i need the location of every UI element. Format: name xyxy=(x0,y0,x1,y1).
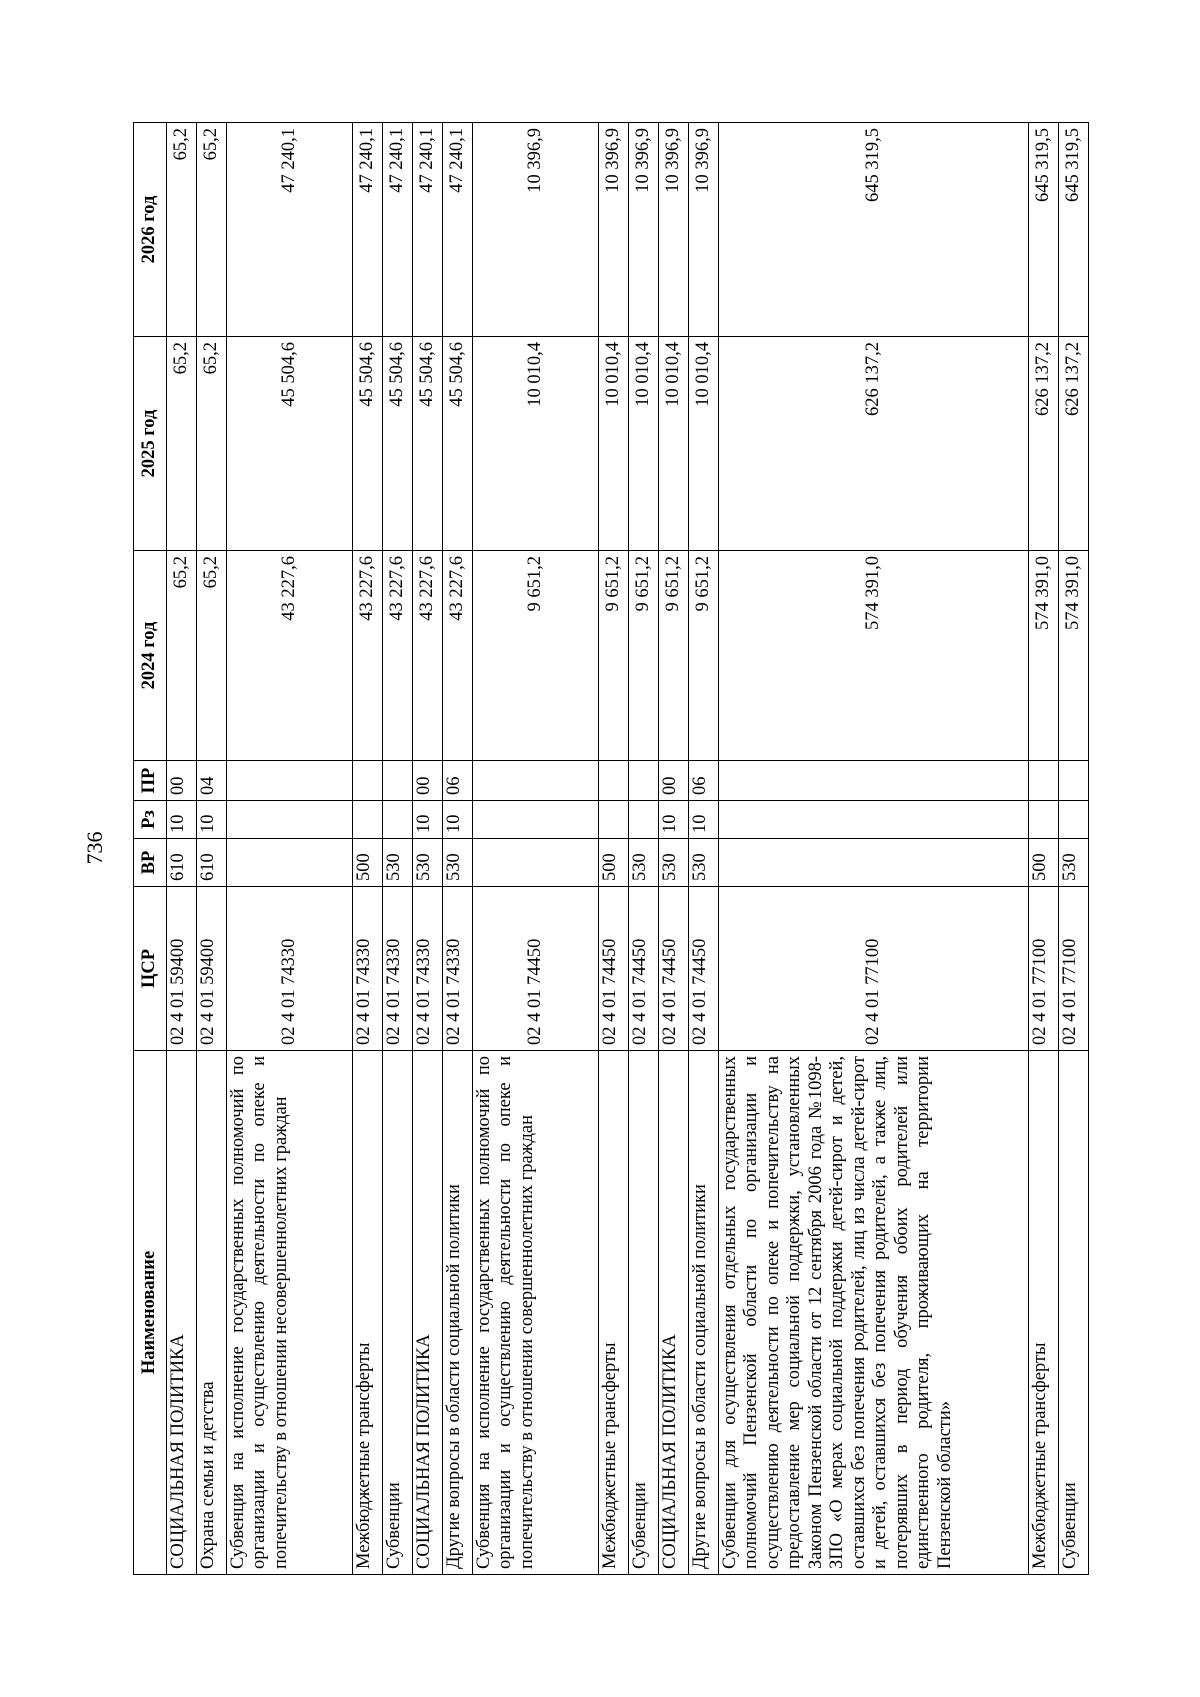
cell-vr: 500 xyxy=(599,839,629,887)
cell-rz: 10 xyxy=(659,801,689,839)
cell-name: Субвенция на исполнение государственных полномочий по организации и осуществлению деятельности по опеке и попечительству в отношении несовершеннолетних граждан xyxy=(227,1051,353,1575)
cell-pr xyxy=(719,761,1029,801)
page-number: 736 xyxy=(82,831,107,865)
header-vr: ВР xyxy=(134,839,167,887)
cell-y2026: 645 319,5 xyxy=(1029,123,1059,337)
cell-y2026: 10 396,9 xyxy=(629,123,659,337)
cell-y2025: 626 137,2 xyxy=(1059,337,1089,551)
cell-vr: 500 xyxy=(1029,839,1059,887)
cell-y2024: 43 227,6 xyxy=(443,551,473,761)
cell-pr xyxy=(383,761,413,801)
cell-y2026: 47 240,1 xyxy=(443,123,473,337)
header-2026: 2026 год xyxy=(134,123,167,337)
cell-y2024: 43 227,6 xyxy=(353,551,383,761)
cell-y2025: 10 010,4 xyxy=(599,337,629,551)
cell-y2025: 10 010,4 xyxy=(629,337,659,551)
cell-vr: 500 xyxy=(353,839,383,887)
cell-rz: 10 xyxy=(443,801,473,839)
cell-vr xyxy=(473,839,599,887)
cell-name: Межбюджетные трансферты xyxy=(353,1051,383,1575)
cell-csr: 02 4 01 74330 xyxy=(227,887,353,1051)
cell-csr: 02 4 01 74330 xyxy=(353,887,383,1051)
cell-name: Межбюджетные трансферты xyxy=(599,1051,629,1575)
cell-pr xyxy=(1059,761,1089,801)
cell-y2026: 10 396,9 xyxy=(659,123,689,337)
cell-y2025: 10 010,4 xyxy=(659,337,689,551)
cell-y2025: 45 504,6 xyxy=(413,337,443,551)
cell-y2025: 45 504,6 xyxy=(227,337,353,551)
cell-y2025: 10 010,4 xyxy=(689,337,719,551)
cell-vr xyxy=(719,839,1029,887)
header-rz: Рз xyxy=(134,801,167,839)
cell-csr: 02 4 01 74450 xyxy=(689,887,719,1051)
table-row xyxy=(473,123,599,1575)
cell-csr: 02 4 01 77100 xyxy=(1029,887,1059,1051)
cell-y2025: 45 504,6 xyxy=(383,337,413,551)
cell-pr: 04 xyxy=(197,761,227,801)
cell-pr xyxy=(473,761,599,801)
cell-y2026: 47 240,1 xyxy=(353,123,383,337)
cell-csr: 02 4 01 74450 xyxy=(599,887,629,1051)
cell-name: СОЦИАЛЬНАЯ ПОЛИТИКА xyxy=(167,1051,197,1575)
cell-name: СОЦИАЛЬНАЯ ПОЛИТИКА xyxy=(659,1051,689,1575)
cell-y2026: 47 240,1 xyxy=(413,123,443,337)
cell-y2025: 65,2 xyxy=(167,337,197,551)
cell-name: Субвенция на исполнение государственных полномочий по организации и осуществлению деятельности по опеке и попечительству в отношении совершеннолетних граждан xyxy=(473,1051,599,1575)
cell-y2024: 9 651,2 xyxy=(689,551,719,761)
cell-y2024: 43 227,6 xyxy=(383,551,413,761)
cell-rz: 10 xyxy=(689,801,719,839)
table-row xyxy=(353,123,383,1575)
cell-csr: 02 4 01 77100 xyxy=(719,887,1029,1051)
cell-name: Другие вопросы в области социальной политики xyxy=(443,1051,473,1575)
cell-pr: 00 xyxy=(167,761,197,801)
cell-name: Субвенции xyxy=(629,1051,659,1575)
cell-y2024: 574 391,0 xyxy=(1029,551,1059,761)
cell-pr xyxy=(629,761,659,801)
cell-vr: 530 xyxy=(383,839,413,887)
cell-y2024: 9 651,2 xyxy=(629,551,659,761)
header-2025: 2025 год xyxy=(134,337,167,551)
cell-y2025: 45 504,6 xyxy=(353,337,383,551)
cell-y2024: 43 227,6 xyxy=(413,551,443,761)
table-row xyxy=(689,123,719,1575)
cell-vr xyxy=(227,839,353,887)
cell-name: Охрана семьи и детства xyxy=(197,1051,227,1575)
cell-y2024: 9 651,2 xyxy=(473,551,599,761)
header-2024: 2024 год xyxy=(134,551,167,761)
header-name: Наименование xyxy=(134,1051,167,1575)
cell-vr: 610 xyxy=(167,839,197,887)
header-pr: ПР xyxy=(134,761,167,801)
cell-y2026: 10 396,9 xyxy=(473,123,599,337)
header-row xyxy=(134,123,167,1575)
cell-pr: 00 xyxy=(659,761,689,801)
cell-y2026: 47 240,1 xyxy=(227,123,353,337)
cell-csr: 02 4 01 59400 xyxy=(167,887,197,1051)
cell-rz xyxy=(1059,801,1089,839)
cell-y2025: 626 137,2 xyxy=(1029,337,1059,551)
cell-y2025: 10 010,4 xyxy=(473,337,599,551)
table-row xyxy=(659,123,689,1575)
cell-pr: 06 xyxy=(443,761,473,801)
cell-vr: 530 xyxy=(413,839,443,887)
table-row xyxy=(227,123,353,1575)
table-row xyxy=(443,123,473,1575)
cell-vr: 530 xyxy=(629,839,659,887)
cell-rz: 10 xyxy=(413,801,443,839)
cell-y2026: 645 319,5 xyxy=(719,123,1029,337)
cell-csr: 02 4 01 74330 xyxy=(383,887,413,1051)
cell-vr: 530 xyxy=(1059,839,1089,887)
cell-y2026: 65,2 xyxy=(167,123,197,337)
cell-y2026: 47 240,1 xyxy=(383,123,413,337)
cell-csr: 02 4 01 77100 xyxy=(1059,887,1089,1051)
cell-vr: 610 xyxy=(197,839,227,887)
cell-rz: 10 xyxy=(167,801,197,839)
table-row xyxy=(383,123,413,1575)
cell-y2024: 574 391,0 xyxy=(719,551,1029,761)
budget-table-container xyxy=(133,123,1083,1575)
cell-rz: 10 xyxy=(197,801,227,839)
table-row xyxy=(719,123,1029,1575)
cell-name: СОЦИАЛЬНАЯ ПОЛИТИКА xyxy=(413,1051,443,1575)
cell-vr: 530 xyxy=(689,839,719,887)
cell-y2025: 626 137,2 xyxy=(719,337,1029,551)
budget-table xyxy=(133,122,1089,1575)
cell-pr xyxy=(599,761,629,801)
cell-csr: 02 4 01 74450 xyxy=(473,887,599,1051)
cell-vr: 530 xyxy=(443,839,473,887)
cell-name: Межбюджетные трансферты xyxy=(1029,1051,1059,1575)
cell-csr: 02 4 01 74330 xyxy=(443,887,473,1051)
cell-y2024: 65,2 xyxy=(197,551,227,761)
cell-y2024: 43 227,6 xyxy=(227,551,353,761)
cell-y2024: 9 651,2 xyxy=(599,551,629,761)
cell-y2026: 65,2 xyxy=(197,123,227,337)
cell-name: Субвенции для осуществления отдельных государственных полномочий Пензенской области по организации и осуществлению деятельности по опеке и попечительству на предоставление мер социальной поддержки, установленных Законом Пензенской области от 12 сентября 2006 года №1098-ЗПО «О мерах социальной поддержки детей-сирот и детей, оставшихся без попечения родителей, лиц из числа детей-сирот и детей, оставшихся без попечения родителей, а также лиц, потерявших в период обучения обоих родителей или единственного родителя, проживающих на территории Пензенской области» xyxy=(719,1051,1029,1575)
cell-rz xyxy=(353,801,383,839)
table-row xyxy=(1029,123,1059,1575)
cell-pr: 06 xyxy=(689,761,719,801)
cell-y2025: 45 504,6 xyxy=(443,337,473,551)
table-row xyxy=(1059,123,1089,1575)
cell-name: Субвенции xyxy=(1059,1051,1089,1575)
cell-rz xyxy=(719,801,1029,839)
cell-csr: 02 4 01 74330 xyxy=(413,887,443,1051)
cell-csr: 02 4 01 59400 xyxy=(197,887,227,1051)
cell-name: Субвенции xyxy=(383,1051,413,1575)
table-row xyxy=(629,123,659,1575)
cell-y2026: 10 396,9 xyxy=(689,123,719,337)
table-row xyxy=(413,123,443,1575)
cell-rz xyxy=(383,801,413,839)
cell-pr xyxy=(227,761,353,801)
cell-rz xyxy=(1029,801,1059,839)
cell-csr: 02 4 01 74450 xyxy=(659,887,689,1051)
cell-csr: 02 4 01 74450 xyxy=(629,887,659,1051)
table-row xyxy=(599,123,629,1575)
cell-vr: 530 xyxy=(659,839,689,887)
cell-rz xyxy=(473,801,599,839)
cell-y2024: 9 651,2 xyxy=(659,551,689,761)
cell-y2026: 645 319,5 xyxy=(1059,123,1089,337)
header-csr: ЦСР xyxy=(134,887,167,1051)
table-row xyxy=(167,123,197,1575)
cell-y2026: 10 396,9 xyxy=(599,123,629,337)
cell-y2024: 65,2 xyxy=(167,551,197,761)
table-row xyxy=(197,123,227,1575)
cell-rz xyxy=(599,801,629,839)
cell-y2024: 574 391,0 xyxy=(1059,551,1089,761)
cell-pr xyxy=(1029,761,1059,801)
cell-rz xyxy=(629,801,659,839)
cell-name: Другие вопросы в области социальной политики xyxy=(689,1051,719,1575)
cell-pr xyxy=(353,761,383,801)
cell-rz xyxy=(227,801,353,839)
cell-y2025: 65,2 xyxy=(197,337,227,551)
cell-pr: 00 xyxy=(413,761,443,801)
